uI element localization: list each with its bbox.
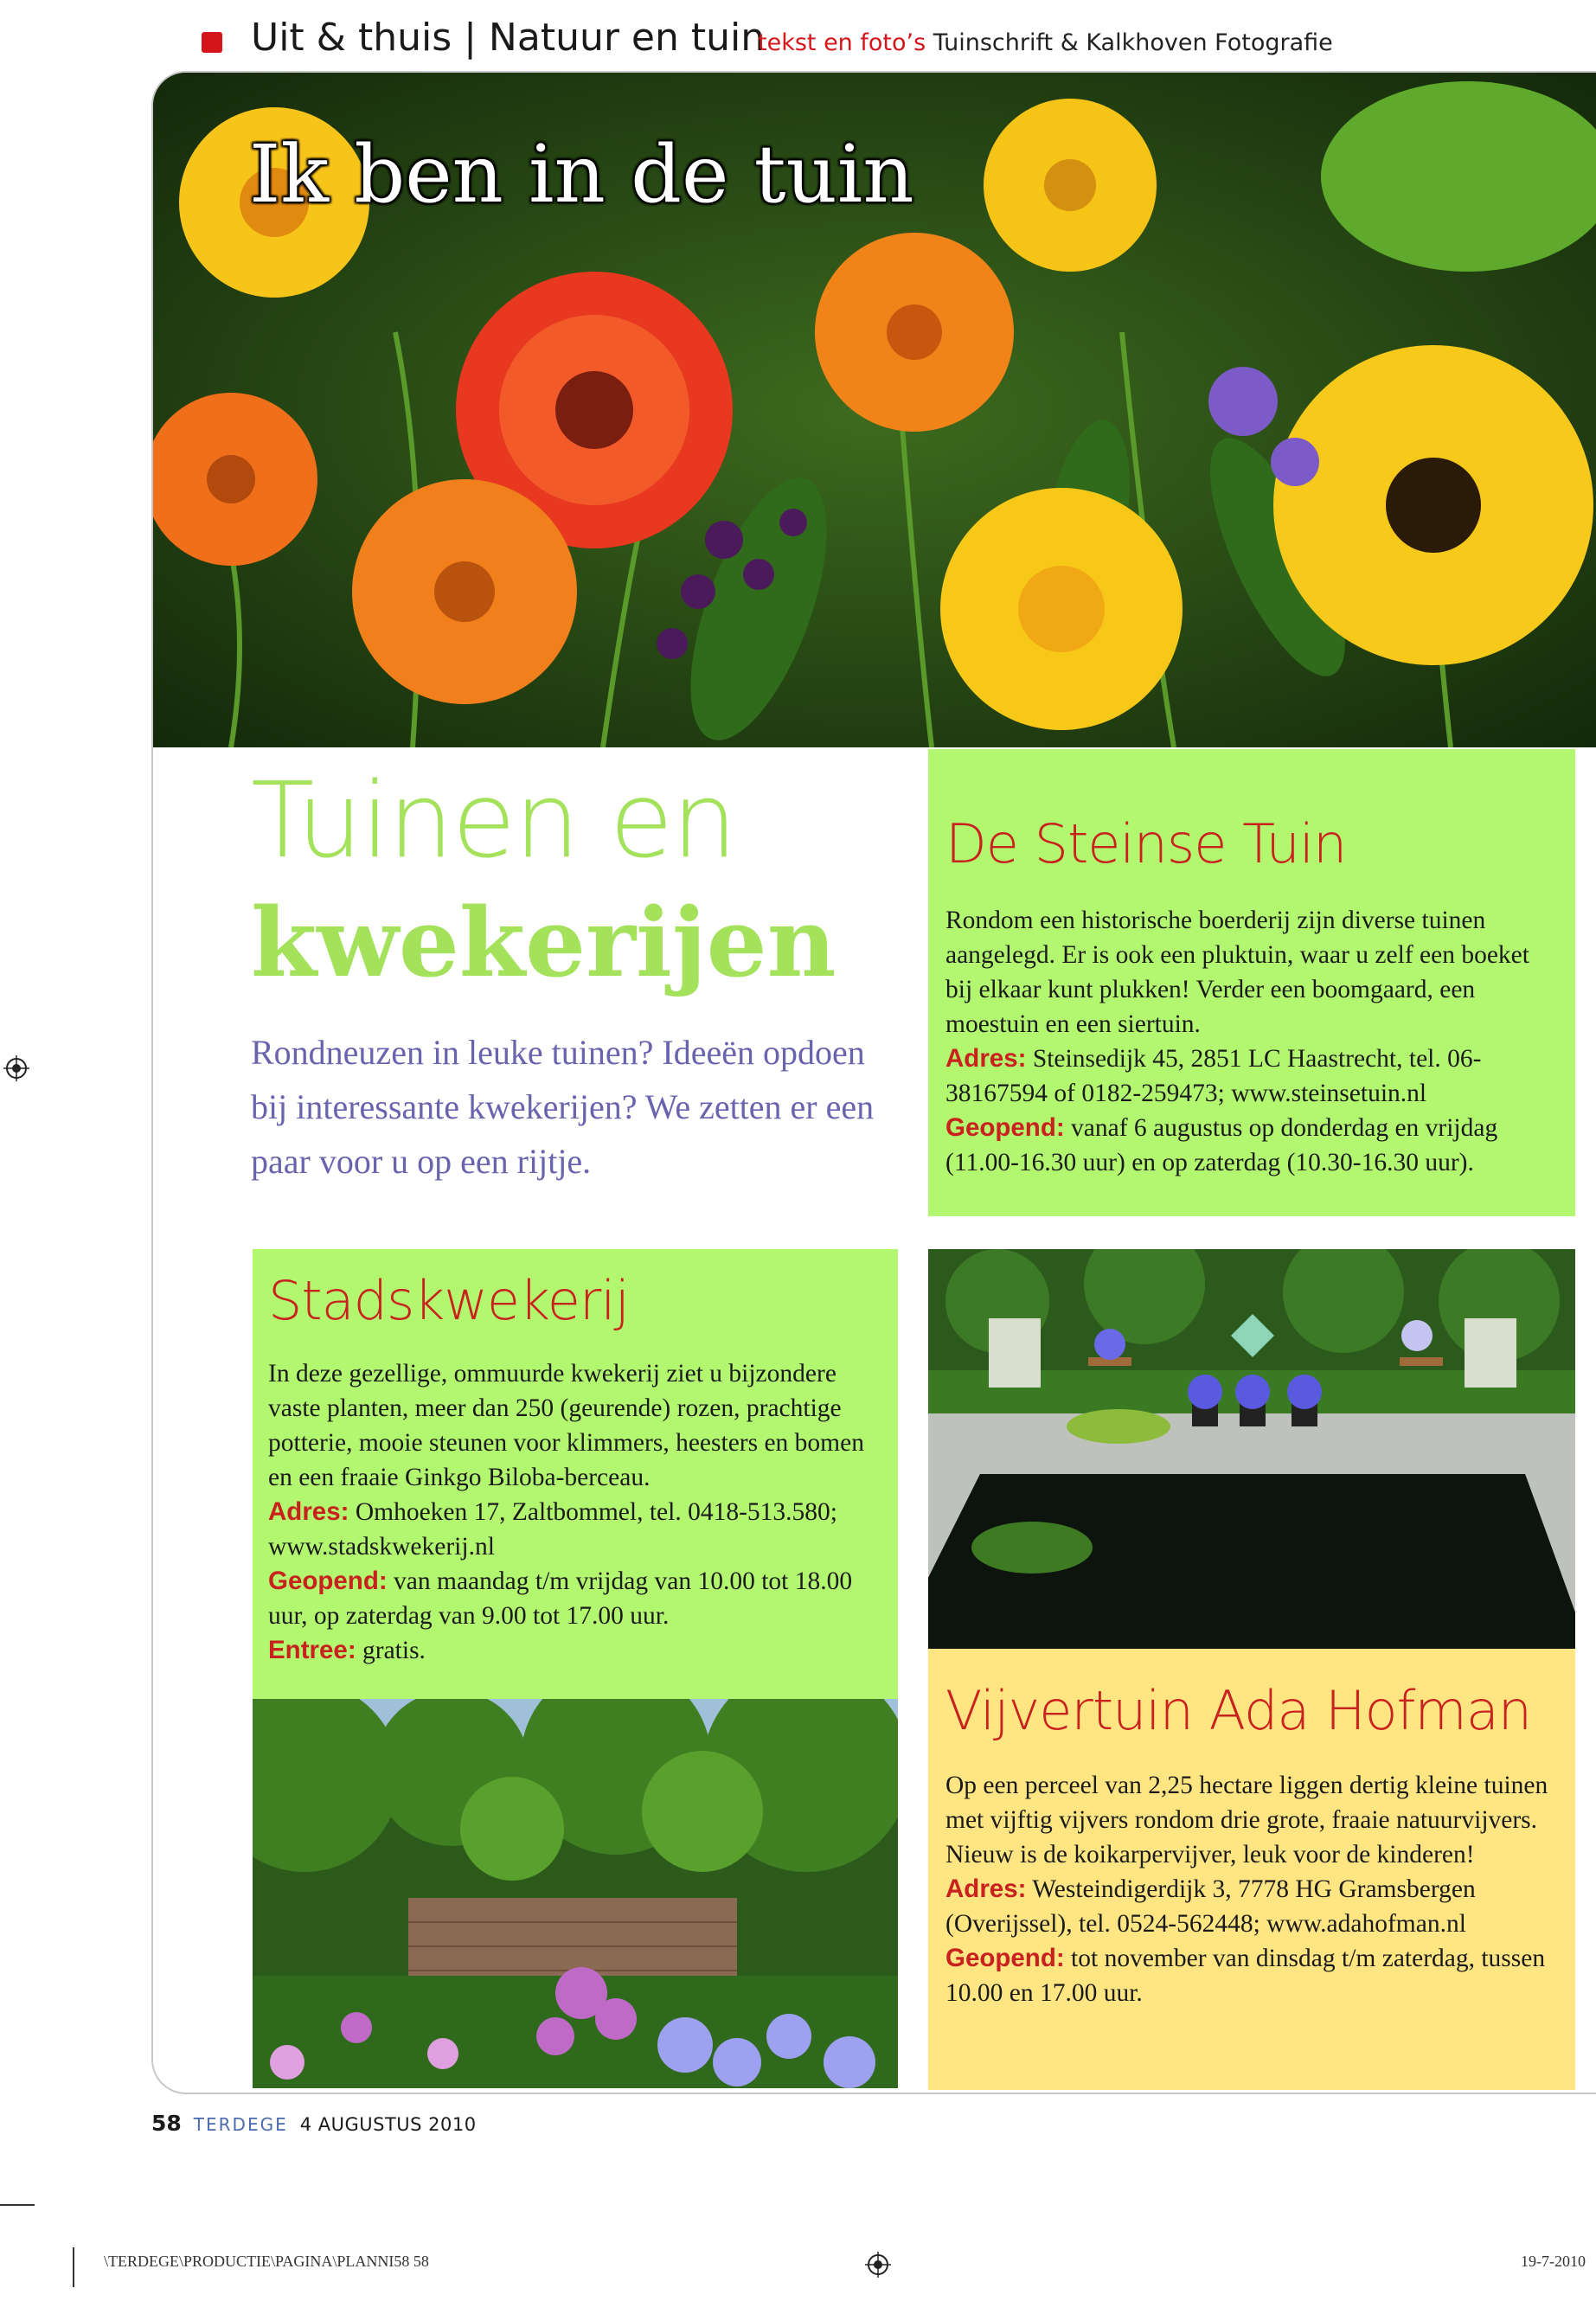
photo-credit	[758, 29, 1333, 56]
section-title: Uit & thuis | Natuur en tuin	[251, 16, 766, 60]
steinse-address-line	[945, 1042, 1558, 1111]
steinse-description: Rondom een historische boerderij zijn diverse tuinen aangelegd. Er is ook een pluktuin, waar u zelf een boeket bij elkaar kunt plukken! Verder een boomgaard, een moestuin en een siertuin.	[945, 907, 1529, 1038]
stads-entry: gratis.	[362, 1637, 426, 1664]
print-slug-path: \TERDEGE\PRODUCTIE\PAGINA\PLANNI58 58	[104, 2253, 429, 2270]
issue-date: 4 AUGUSTUS 2010	[299, 2114, 477, 2135]
walled-garden-photo	[253, 1699, 898, 2088]
page-number: 58	[151, 2111, 182, 2136]
crop-mark	[73, 2247, 74, 2287]
stads-address-line	[268, 1495, 884, 1564]
vijvertuin-box	[928, 1649, 1575, 2090]
vijver-open-line	[945, 1941, 1558, 2010]
article-lead: Rondneuzen in leuke tuinen? Ideeën opdoen bij interessante kwekerijen? We zetten er een paar voor u op een rijtje.	[251, 1033, 875, 1181]
open-label: Geopend:	[268, 1567, 388, 1595]
stads-open-line	[268, 1564, 884, 1633]
vijvertuin-title: Vijvertuin Ada Hofman	[945, 1679, 1532, 1742]
steinse-address: Steinsedijk 45, 2851 LC Haastrecht, tel. 06-38167594 of 0182-259473; www.steinsetuin.nl	[945, 1045, 1482, 1107]
magazine-name: TERDEGE	[193, 2114, 288, 2135]
steinse-tuin-title: De Steinse Tuin	[945, 812, 1347, 875]
steinse-tuin-box	[928, 749, 1575, 1216]
credit-prefix: tekst en foto’s	[758, 29, 926, 56]
open-label: Geopend:	[945, 1944, 1065, 1972]
stadskwekerij-box	[253, 1249, 898, 1699]
stadskwekerij-title: Stadskwekerij	[268, 1269, 629, 1332]
stads-open: van maandag t/m vrijdag van 10.00 tot 18.00 uur, op zaterdag van 9.00 tot 17.00 uur.	[268, 1567, 853, 1630]
vijver-open: tot november van dinsdag t/m zaterdag, tussen 10.00 en 17.00 uur.	[945, 1945, 1546, 2007]
stads-description: In deze gezellige, ommuurde kwekerij ziet u bijzondere vaste planten, meer dan 250 (geurende) rozen, prachtige potterie, mooie steunen voor klimmers, heesters en bomen en een fraaie Ginkgo Biloba-berceau.	[268, 1360, 864, 1491]
registration-mark-icon	[3, 1055, 29, 1081]
page-footer	[151, 2111, 477, 2136]
vijver-address: Westeindigerdijk 3, 7778 HG Gramsbergen (Overijssel), tel. 0524-562448; www.adahofman.nl	[945, 1875, 1476, 1938]
registration-mark-icon	[865, 2252, 891, 2278]
steinse-tuin-body	[945, 903, 1558, 1180]
stads-entry-line	[268, 1633, 884, 1668]
address-label: Adres:	[945, 1875, 1027, 1903]
stads-address: Omhoeken 17, Zaltbommel, tel. 0418-513.580; www.stadskwekerij.nl	[268, 1498, 837, 1561]
stadskwekerij-body	[268, 1356, 884, 1668]
steinse-open: vanaf 6 augustus op donderdag en vrijdag (11.00-16.30 uur) en op zaterdag (10.30-16.30 uur).	[945, 1114, 1498, 1176]
entry-label: Entree:	[268, 1636, 356, 1664]
address-label: Adres:	[945, 1044, 1027, 1073]
article-title-bold: kwekerijen	[251, 887, 836, 998]
print-slug-date: 19-7-2010	[1521, 2253, 1586, 2270]
hero-title: Ik ben in de tuin	[249, 128, 914, 221]
vijver-address-line	[945, 1872, 1558, 1941]
section-marker-icon	[202, 32, 222, 53]
credit-names: Tuinschrift & Kalkhoven Fotografie	[933, 29, 1333, 56]
vijvertuin-body	[945, 1768, 1558, 2010]
pond-garden-photo	[928, 1249, 1575, 1649]
steinse-open-line	[945, 1111, 1558, 1180]
open-label: Geopend:	[945, 1113, 1065, 1142]
address-label: Adres:	[268, 1497, 349, 1526]
vijver-description: Op een perceel van 2,25 hectare liggen dertig kleine tuinen met vijftig vijvers rondom drie grote, fraaie natuurvijvers. Nieuw is de koikarpervijver, leuk voor de kinderen!	[945, 1772, 1548, 1868]
article-title-light: Tuinen en	[251, 761, 736, 881]
crop-mark	[0, 2204, 35, 2206]
